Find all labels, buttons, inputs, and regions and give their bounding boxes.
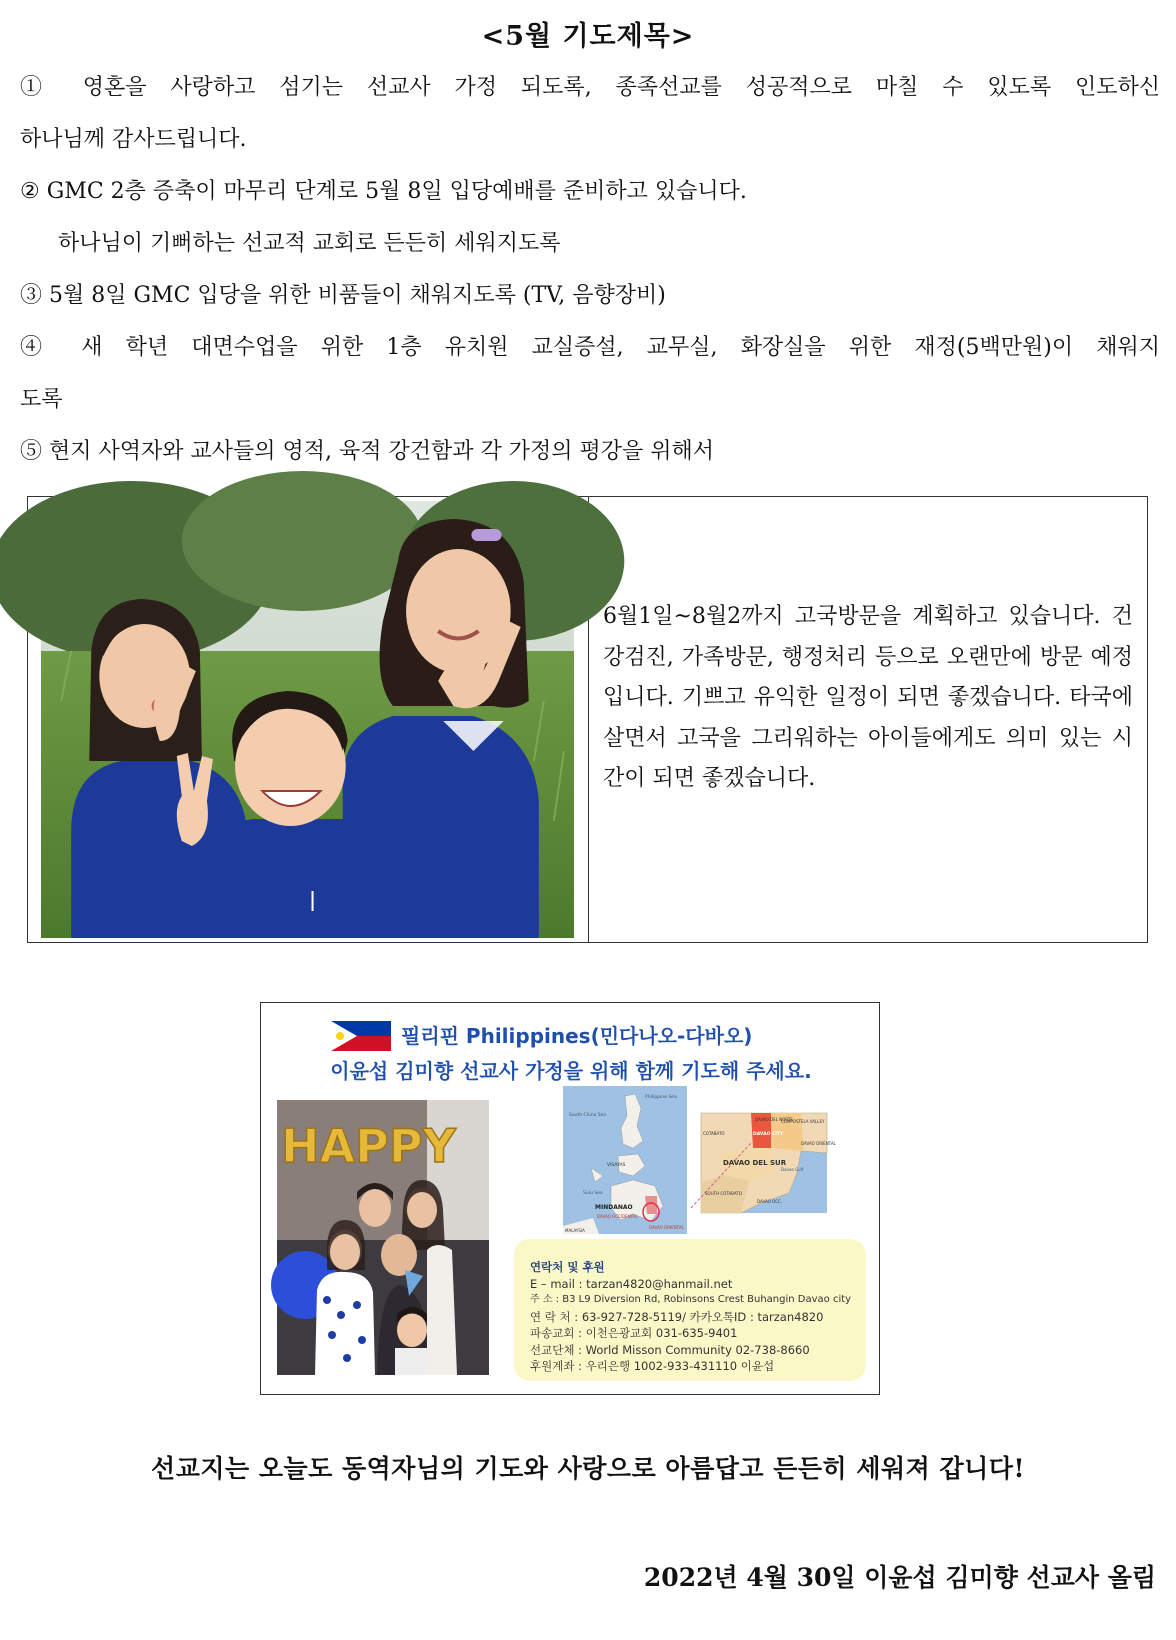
balloon-letters: HAPPY — [281, 1119, 456, 1173]
davao-region-map — [701, 1113, 836, 1213]
svg-text:DAVAO ORIENTAL: DAVAO ORIENTAL — [801, 1141, 836, 1146]
prayer-list — [20, 62, 1160, 478]
family-photo — [277, 1100, 489, 1375]
svg-text:Philippine Sea: Philippine Sea — [645, 1095, 677, 1100]
photo-cell — [28, 497, 589, 942]
contact-heading: 연락처 및 후원 — [530, 1260, 605, 1274]
svg-text:South China Sea: South China Sea — [569, 1113, 607, 1118]
prayer-card — [260, 1002, 880, 1395]
prayer-line: ⑤ 현지 사역자와 교사들의 영적, 육적 강건함과 각 가정의 평강을 위해서 — [20, 439, 714, 464]
closing-message: 선교지는 오늘도 동역자님의 기도와 사랑으로 아름답고 든든히 세워져 갑니다! — [151, 1454, 1025, 1483]
children-photo — [41, 501, 574, 938]
svg-text:COTABATO: COTABATO — [703, 1131, 725, 1136]
prayer-line: 하나님께 감사드립니다. — [20, 127, 247, 152]
svg-text:MALAYSIA: MALAYSIA — [565, 1228, 585, 1233]
prayer-line: 도록 — [20, 387, 63, 412]
visit-note: 6월1일~8월2까지 고국방문을 계획하고 있습니다. 건강검진, 가족방문, 행정처리 등으로 오랜만에 방문 예정입니다. 기쁘고 유익한 일정이 되면 좋겠습니다. 타국에 살면서 고국을 그리워하는 아이들에게도 의미 있는 시간이 되면 좋겠습니다. — [603, 604, 1133, 791]
prayer-line: ④ 새 학년 대면수업을 위한 1층 유치원 교실증설, 교무실, 화장실을 위한 재정(5백만원)이 채워지 — [20, 335, 1160, 360]
svg-text:SOUTH COTABATO: SOUTH COTABATO — [705, 1191, 742, 1196]
philippines-flag-icon — [331, 1021, 391, 1051]
contact-phone: 연 락 처 : 63-927-728-5119/ 카카오톡ID : tarzan4820 — [530, 1309, 824, 1324]
card-subtitle: 이윤섭 김미향 선교사 가정을 위해 함께 기도해 주세요. — [330, 1059, 812, 1083]
page-title: <5월 기도제목> — [481, 21, 695, 52]
svg-text:COMPOSTELA VALLEY: COMPOSTELA VALLEY — [781, 1119, 825, 1124]
contact-box — [514, 1239, 866, 1381]
contact-address: 주 소 : B3 L9 Diversion Rd, Robinsons Crest Buhangin Davao city — [530, 1294, 852, 1305]
signature: 2022년 4월 30일 이윤섭 김미향 선교사 올림 — [643, 1563, 1156, 1592]
svg-text:DAVAO DEL NORTE: DAVAO DEL NORTE — [755, 1117, 793, 1122]
svg-text:Davao Gulf: Davao Gulf — [781, 1167, 804, 1172]
svg-text:DAVAO DEL SUR: DAVAO DEL SUR — [723, 1159, 787, 1167]
contact-org: 선교단체 : World Misson Community 02-738-8660 — [530, 1342, 810, 1357]
prayer-line: ② GMC 2층 증축이 마무리 단계로 5월 8일 입당예배를 준비하고 있습니다. — [20, 179, 747, 204]
contact-account: 후원계좌 : 우리은행 1002-933-431110 이윤섭 — [530, 1359, 775, 1373]
svg-text:DAVAO ORIENTAL: DAVAO ORIENTAL — [649, 1225, 684, 1230]
svg-text:MINDANAO: MINDANAO — [595, 1204, 633, 1211]
svg-text:DAVAO OCC.: DAVAO OCC. — [757, 1199, 783, 1204]
svg-text:VISAYAS: VISAYAS — [607, 1163, 626, 1168]
prayer-line: ① 영혼을 사랑하고 섬기는 선교사 가정 되도록, 종족선교를 성공적으로 마칠 수 있도록 인도하신 — [20, 75, 1160, 100]
contact-email: E – mail : tarzan4820@hanmail.net — [530, 1276, 733, 1291]
philippines-map — [563, 1086, 687, 1234]
contact-church: 파송교회 : 이천은광교회 031-635-9401 — [530, 1326, 738, 1340]
prayer-line: ③ 5월 8일 GMC 입당을 위한 비품들이 채워지도록 (TV, 음향장비) — [20, 283, 666, 308]
photo-table — [27, 496, 1148, 943]
svg-text:Sulu Sea: Sulu Sea — [583, 1191, 603, 1196]
card-title: 필리핀 Philippines(민다나오-다바오) — [401, 1024, 753, 1048]
svg-text:DAVAO OCCIDENTAL: DAVAO OCCIDENTAL — [597, 1214, 638, 1219]
prayer-line: 하나님이 기뻐하는 선교적 교회로 든든히 세워지도록 — [58, 231, 561, 256]
svg-text:DAVAO CITY: DAVAO CITY — [753, 1132, 784, 1137]
